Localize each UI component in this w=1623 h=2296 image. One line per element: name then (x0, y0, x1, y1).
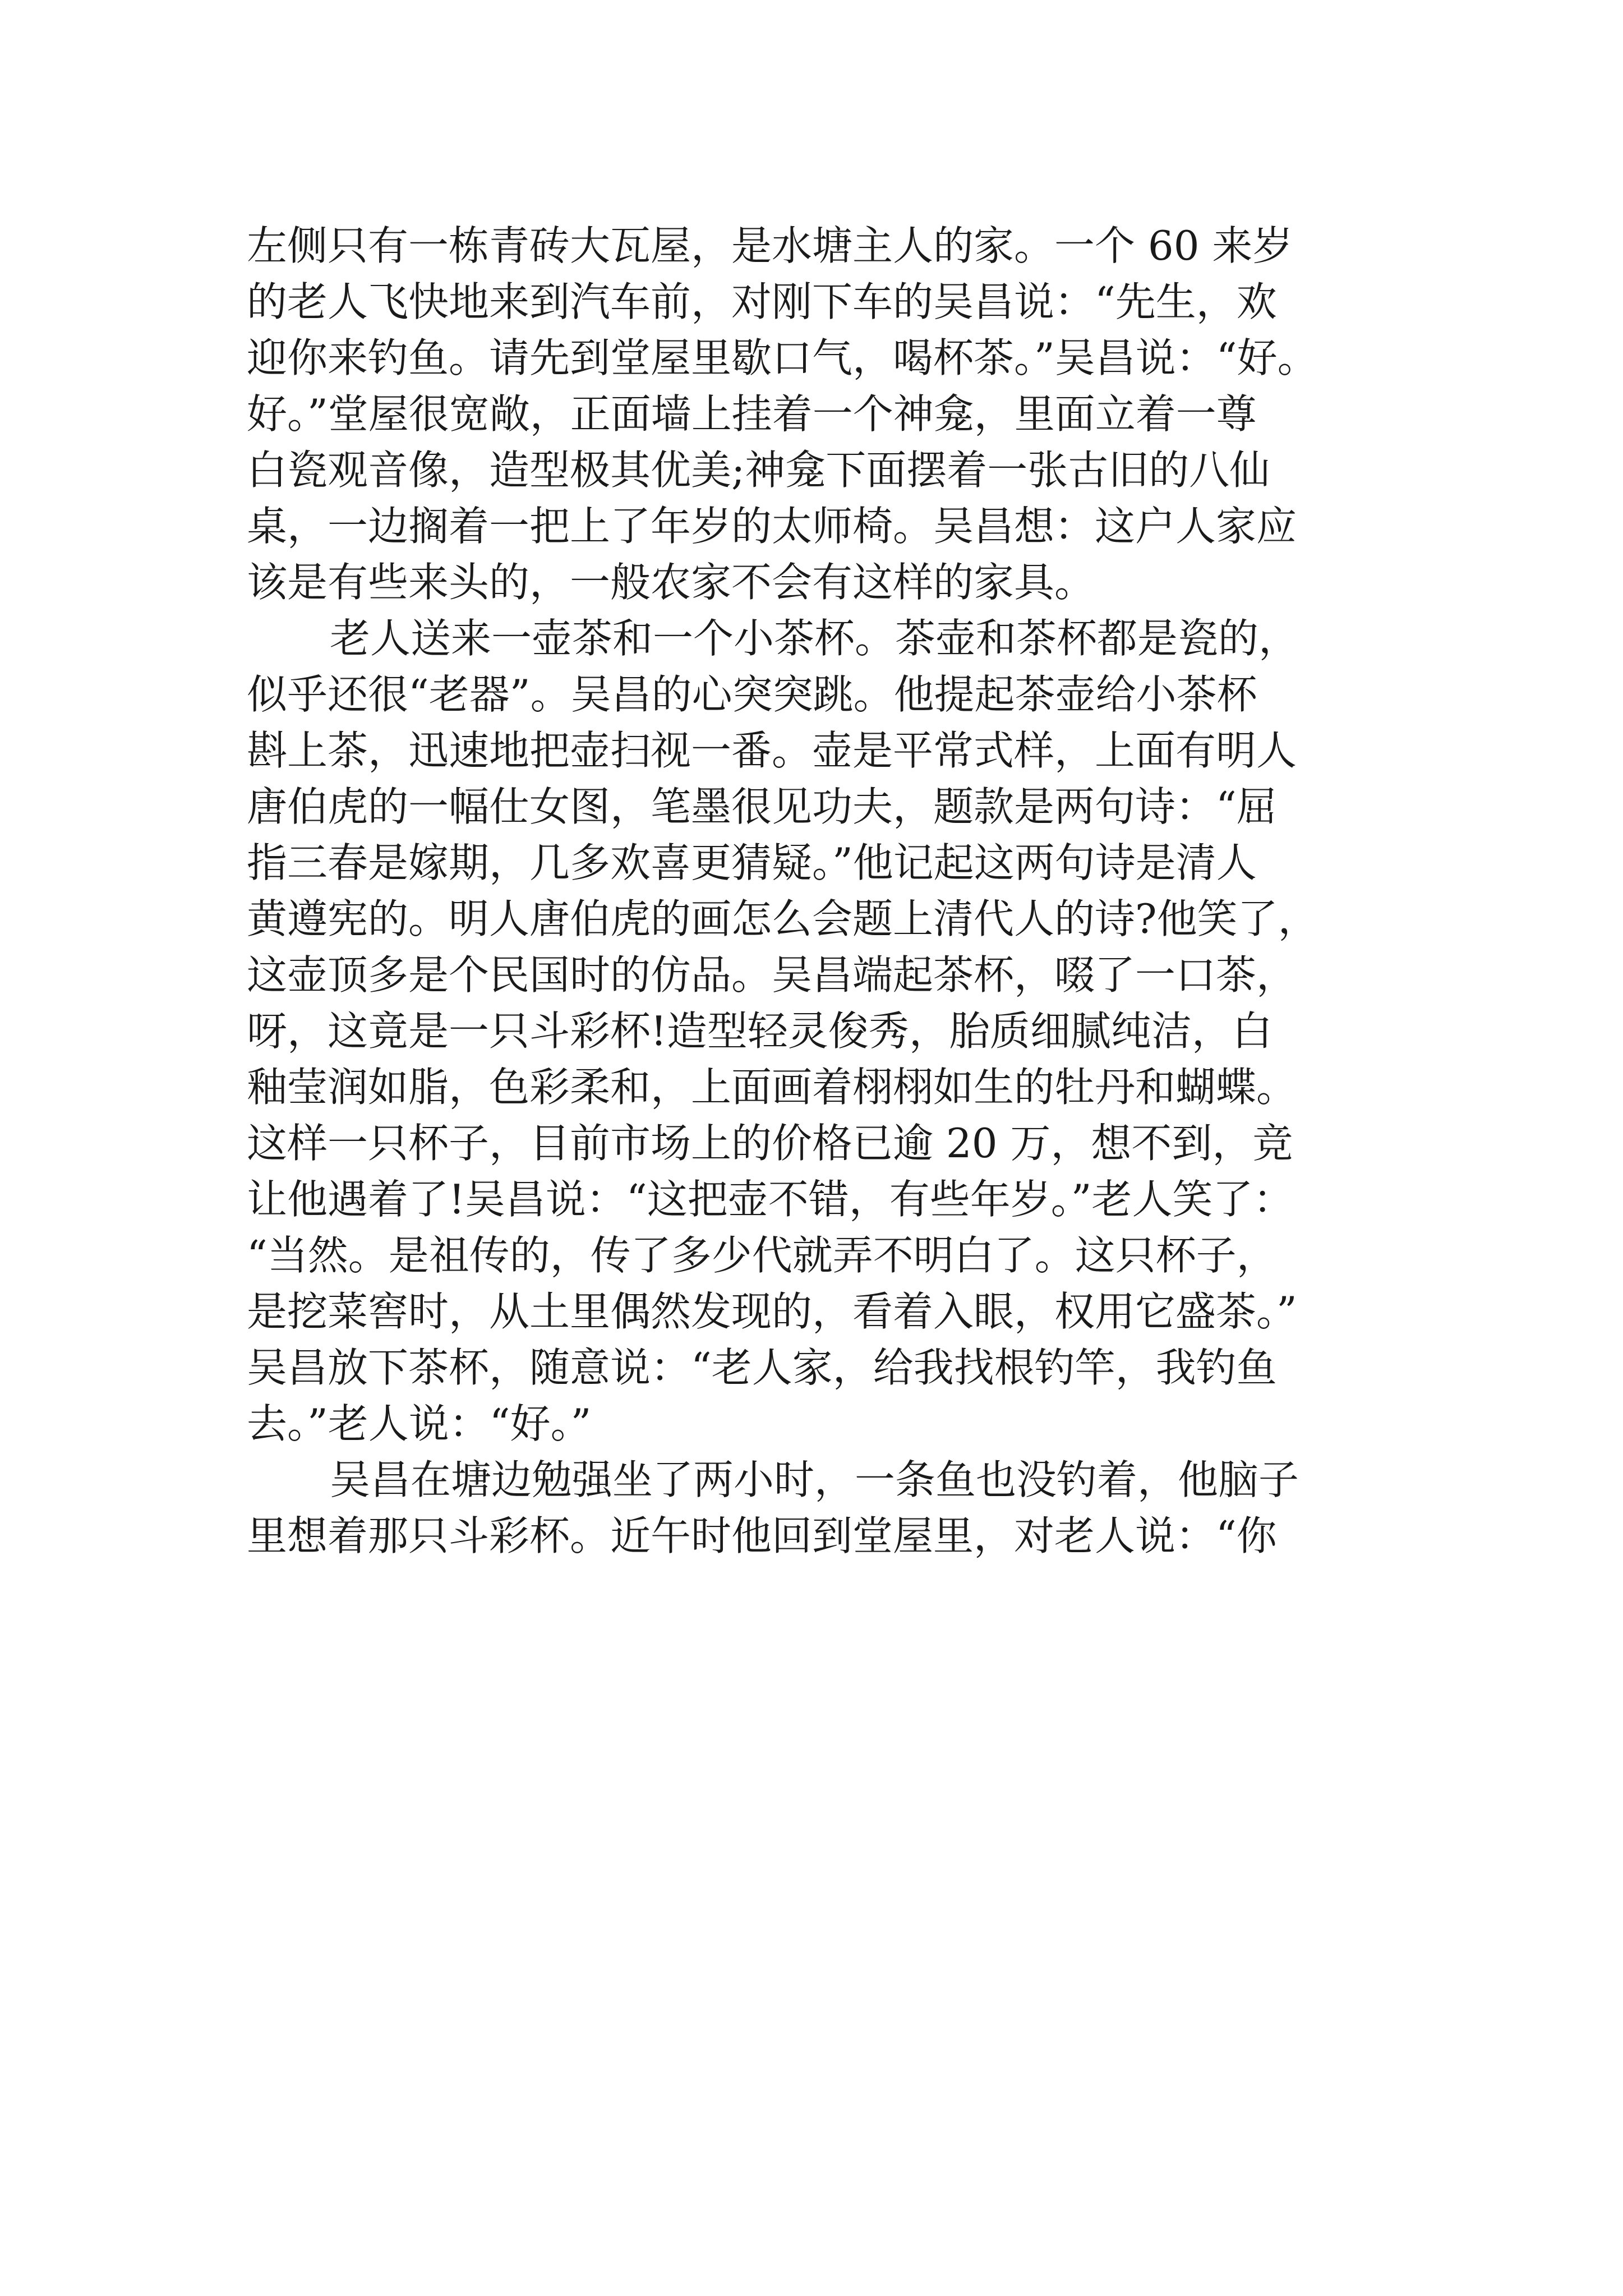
text-line: “当然。是祖传的，传了多少代就弄不明白了。这只杯子， (247, 1232, 1277, 1279)
text-line: 去。”老人说：“好。” (247, 1400, 592, 1447)
text-line: 迎你来钓鱼。请先到堂屋里歇口气，喝杯茶。”吴昌说：“好。 (247, 334, 1318, 381)
text-line: 唐伯虎的一幅仕女图，笔墨很见功夫，题款是两句诗：“屈 (247, 783, 1277, 830)
body-text (247, 218, 1430, 1564)
text-line: 吴昌放下茶杯，随意说：“老人家，给我找根钓竿，我钓鱼 (247, 1344, 1277, 1391)
text-line: 黄遵宪的。明人唐伯虎的画怎么会题上清代人的诗?他笑了， (247, 895, 1318, 942)
text-line: 指三春是嫁期，几多欢喜更猜疑。”他记起这两句诗是清人 (247, 839, 1257, 886)
text-line: 这壶顶多是个民国时的仿品。吴昌端起茶杯，啜了一口茶， (247, 951, 1297, 999)
text-line: 左侧只有一栋青砖大瓦屋，是水塘主人的家。一个 60 来岁 (247, 222, 1293, 269)
text-line: 的老人飞快地来到汽车前，对刚下车的吴昌说：“先生，欢 (247, 278, 1277, 325)
text-line: 老人送来一壶茶和一个小茶杯。茶壶和茶杯都是瓷的， (330, 615, 1299, 662)
text-line: 让他遇着了!吴昌说：“这把壶不错，有些年岁。”老人笑了： (247, 1176, 1294, 1223)
text-line: 桌，一边搁着一把上了年岁的太师椅。吴昌想：这户人家应 (247, 503, 1297, 550)
text-line: 这样一只杯子，目前市场上的价格已逾 20 万，想不到，竞 (247, 1120, 1293, 1167)
text-line: 该是有些来头的，一般农家不会有这样的家具。 (247, 559, 1095, 606)
text-line: 白瓷观音像，造型极其优美;神龛下面摆着一张古旧的八仙 (247, 447, 1270, 494)
text-line: 里想着那只斗彩杯。近午时他回到堂屋里，对老人说：“你 (247, 1512, 1277, 1559)
text-line: 吴昌在塘边勉强坐了两小时，一条鱼也没钓着，他脑子 (330, 1456, 1299, 1503)
text-line: 釉莹润如脂，色彩柔和，上面画着栩栩如生的牡丹和蝴蝶。 (247, 1064, 1297, 1111)
text-line: 呀，这竟是一只斗彩杯!造型轻灵俊秀，胎质细腻纯洁，白 (247, 1007, 1272, 1055)
text-line: 是挖菜窖时，从土里偶然发现的，看着入眼，权用它盛茶。” (247, 1288, 1297, 1335)
text-line: 斟上茶，迅速地把壶扫视一番。壶是平常式样，上面有明人 (247, 727, 1297, 774)
text-line: 似乎还很“老器”。吴昌的心突突跳。他提起茶壶给小茶杯 (247, 671, 1257, 718)
text-line: 好。”堂屋很宽敞，正面墙上挂着一个神龛，里面立着一尊 (247, 390, 1257, 438)
